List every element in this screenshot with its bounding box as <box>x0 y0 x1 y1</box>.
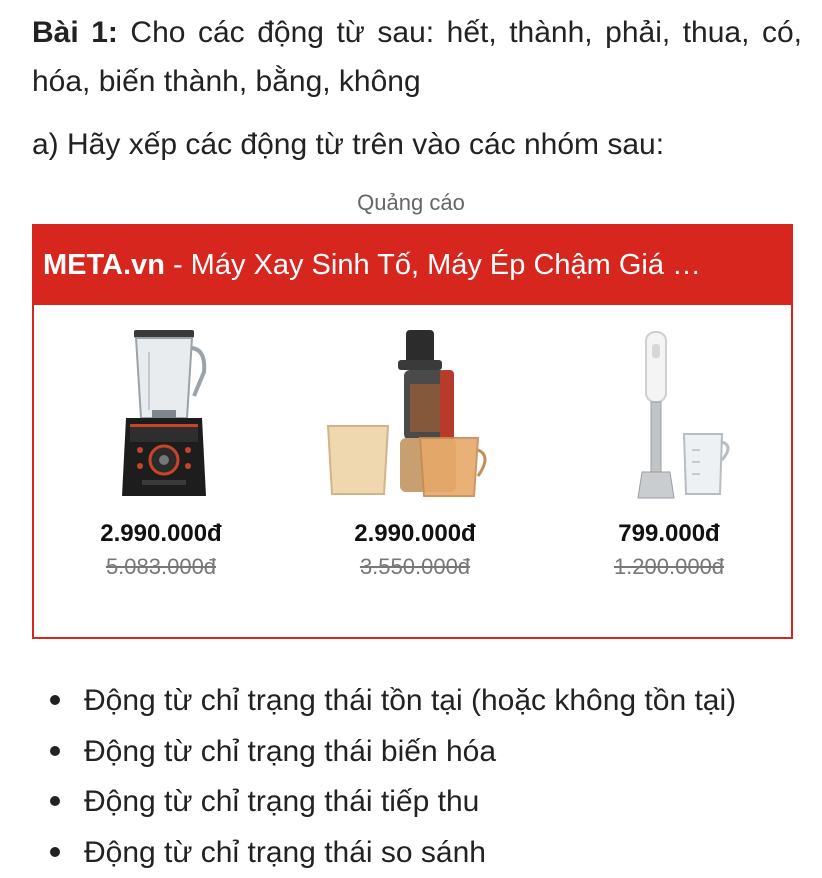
slow-juicer-image <box>288 326 542 506</box>
ad-brand: META.vn <box>43 249 165 281</box>
ad-product-3[interactable] <box>542 326 796 580</box>
bullet-icon <box>50 695 60 705</box>
list-item <box>48 828 736 878</box>
product-old-price: 1.200.000đ <box>542 554 796 580</box>
exercise-part-a: a) Hãy xếp các động từ trên vào các nhóm sau: <box>32 120 664 169</box>
list-item-text: Động từ chỉ trạng thái biến hóa <box>84 735 496 768</box>
product-price: 2.990.000đ <box>34 520 288 548</box>
list-item-text: Động từ chỉ trạng thái tiếp thu <box>84 785 479 818</box>
ad-product-2[interactable] <box>288 326 542 580</box>
ad-header[interactable] <box>34 226 791 305</box>
list-item <box>48 676 736 727</box>
bullet-icon <box>50 847 60 857</box>
product-price: 2.990.000đ <box>288 520 542 548</box>
verb-group-list <box>48 676 736 878</box>
exercise-title: Bài 1: <box>32 16 118 49</box>
bullet-icon <box>50 746 60 756</box>
list-item <box>48 777 736 828</box>
ad-product-1[interactable] <box>34 326 288 580</box>
bullet-icon <box>50 796 60 806</box>
list-item-text: Động từ chỉ trạng thái so sánh <box>84 836 486 869</box>
ad-headline: - Máy Xay Sinh Tố, Máy Ép Chậm Giá … <box>165 249 701 281</box>
exercise-intro-text: Cho các động từ sau: hết, thành, phải, thua, có, hóa, biến thành, bằng, không <box>32 16 802 98</box>
ad-label: Quảng cáo <box>0 190 822 216</box>
list-item-text: Động từ chỉ trạng thái tồn tại (hoặc không tồn tại) <box>84 684 736 717</box>
product-price: 799.000đ <box>542 520 796 548</box>
product-old-price: 5.083.000đ <box>34 554 288 580</box>
ad-banner[interactable] <box>32 224 793 639</box>
exercise-intro <box>32 8 802 106</box>
product-old-price: 3.550.000đ <box>288 554 542 580</box>
list-item <box>48 727 736 778</box>
blender-image <box>34 326 288 506</box>
hand-blender-image <box>542 326 796 506</box>
